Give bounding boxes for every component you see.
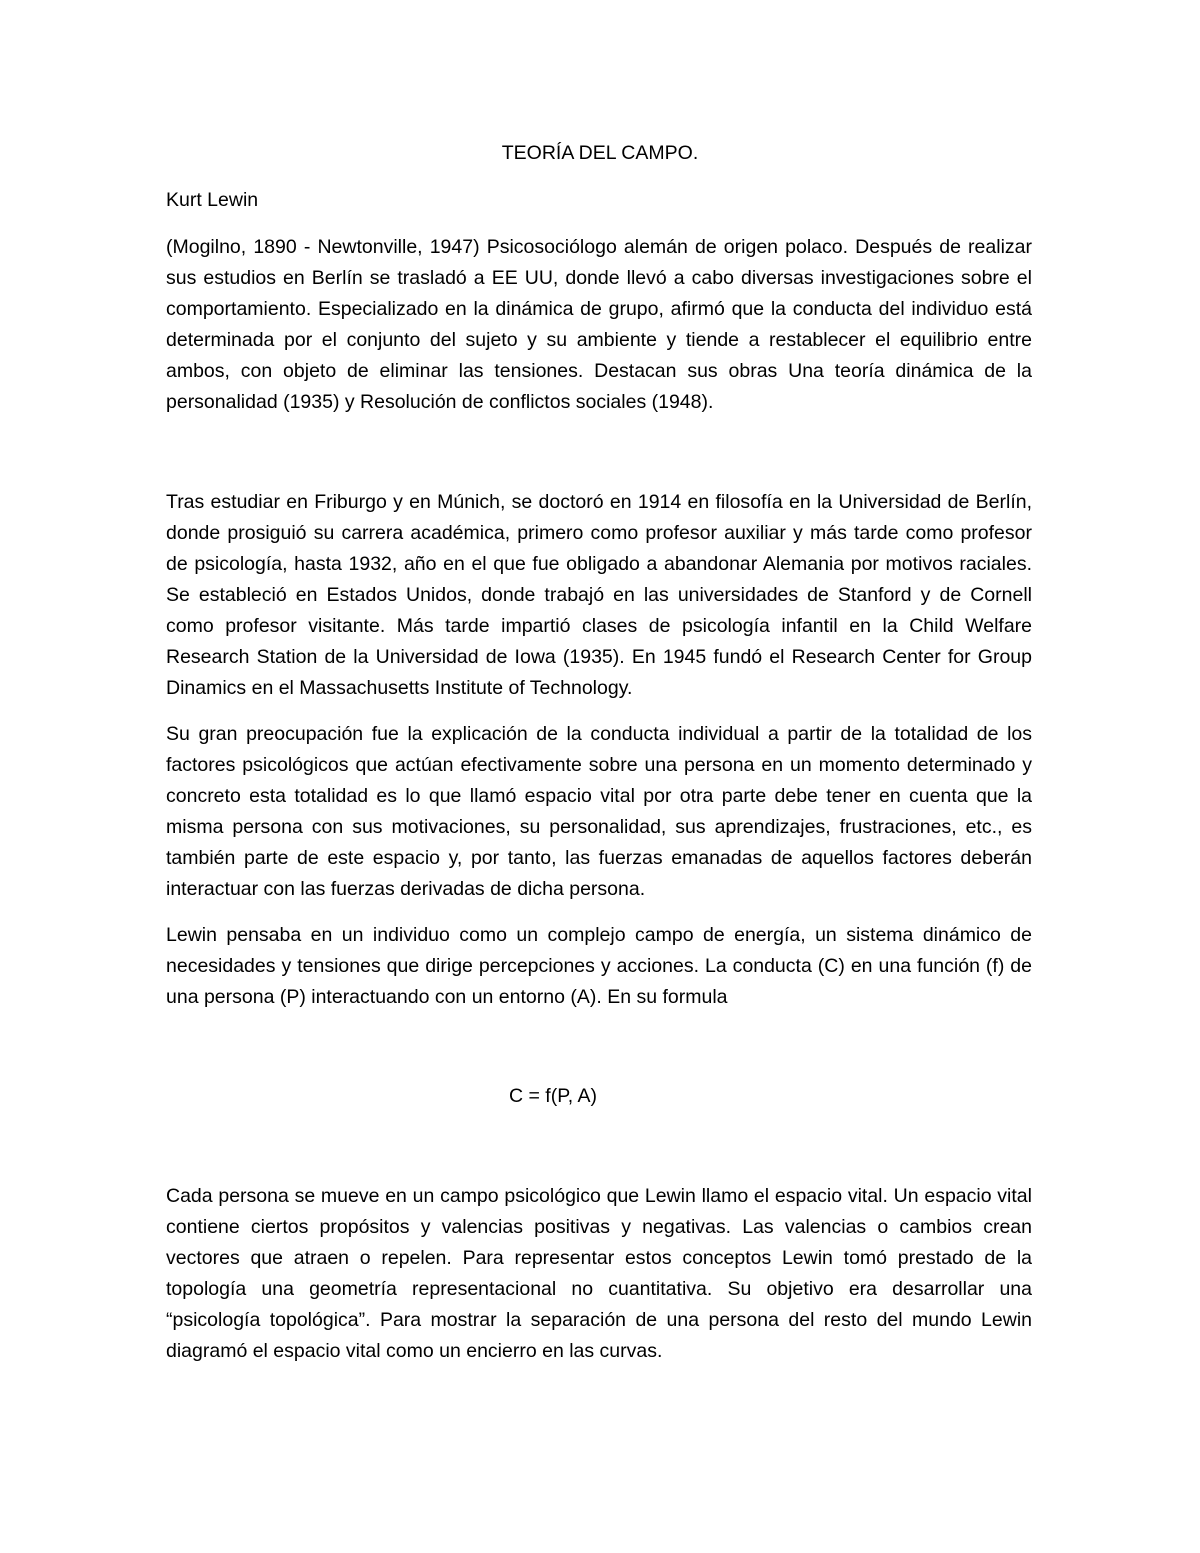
paragraph-career: Tras estudiar en Friburgo y en Múnich, se doctoró en 1914 en filosofía en la Universidad de Berlín, donde prosiguió su carrera académica, primero como profesor auxiliar y más tarde como profesor de psicología, hasta 1932, año en el que fue obligado a abandonar Alemania por motivos raciales. Se estableció en Estados Unidos, donde trabajó en las universidades de Stanford y de Cornell como profesor visitante. Más tarde impartió clases de psicología infantil en la Child Welfare Research Station de la Universidad de Iowa (1935). En 1945 fundó el Research Center for Group Dinamics en el Massachusetts Institute of Technology. xyxy=(166,491,1032,699)
paragraph-energy-field: Lewin pensaba en un individuo como un complejo campo de energía, un sistema dinámico de necesidades y tensiones que dirige percepciones y acciones. La conducta (C) en una función (f) de una persona (P) interactuando con un entorno (A). En su formula xyxy=(166,924,1032,1008)
paragraph-biography: (Mogilno, 1890 - Newtonville, 1947) Psicosociólogo alemán de origen polaco. Después de realizar sus estudios en Berlín se trasladó a EE UU, donde llevó a cabo diversas investigaciones sobre el comportamiento. Especializado en la dinámica de grupo, afirmó que la conducta del individuo está determinada por el conjunto del sujeto y su ambiente y tiende a restablecer el equilibrio entre ambos, con objeto de eliminar las tensiones. Destacan sus obras Una teoría dinámica de la personalidad (1935) y Resolución de conflictos sociales (1948). xyxy=(166,236,1032,413)
author-name: Kurt Lewin xyxy=(166,189,259,211)
paragraph-life-space: Su gran preocupación fue la explicación de la conducta individual a partir de la totalidad de los factores psicológicos que actúan efectivamente sobre una persona en un momento determinado y concreto esta totalidad es lo que llamó espacio vital por otra parte debe tener en cuenta que la misma persona con sus motivaciones, su personalidad, sus aprendizajes, frustraciones, etc., es también parte de este espacio y, por tanto, las fuerzas emanadas de aquellos factores deberán interactuar con las fuerzas derivadas de dicha persona. xyxy=(166,723,1032,900)
formula: C = f(P, A) xyxy=(509,1085,597,1107)
document-title: TEORÍA DEL CAMPO. xyxy=(501,142,699,164)
paragraph-topological-psychology: Cada persona se mueve en un campo psicológico que Lewin llamo el espacio vital. Un espacio vital contiene ciertos propósitos y valencias positivas y negativas. Las valencias o cambios crean vectores que atraen o repelen. Para representar estos conceptos Lewin tomó prestado de la topología una geometría representacional no cuantitativa. Su objetivo era desarrollar una “psicología topológica”. Para mostrar la separación de una persona del resto del mundo Lewin diagramó el espacio vital como un encierro en las curvas. xyxy=(166,1185,1032,1362)
